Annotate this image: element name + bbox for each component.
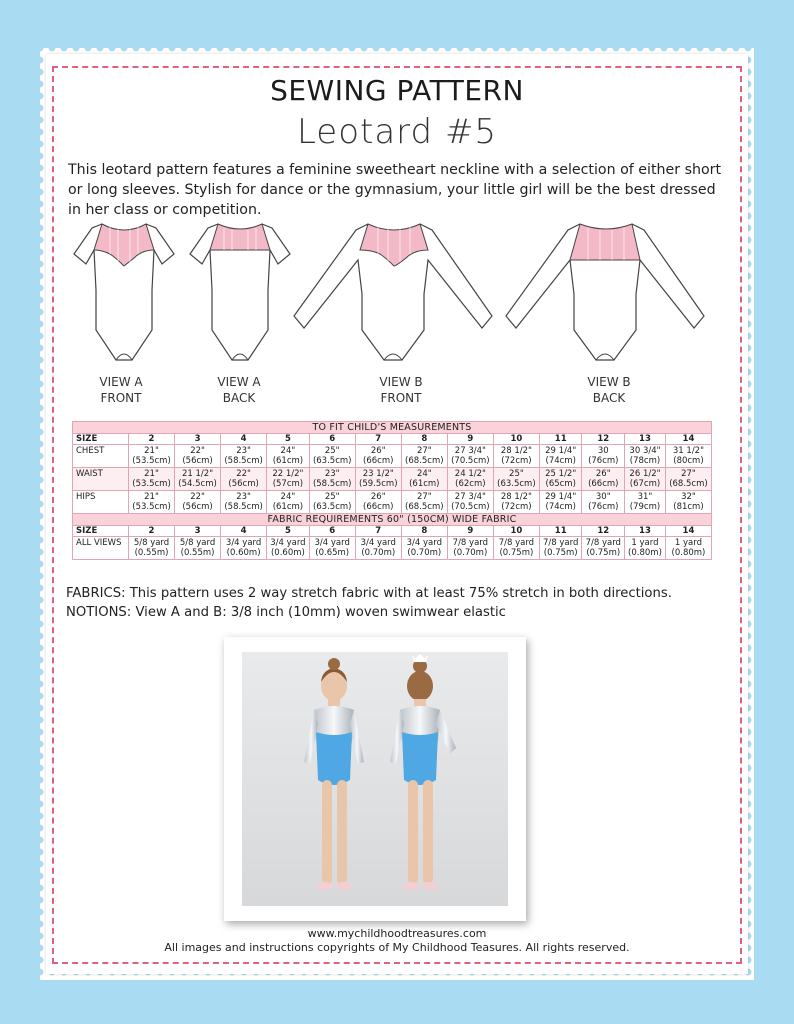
metric-value: (81cm) (673, 502, 704, 512)
table-cell (582, 537, 625, 560)
table-cell (665, 537, 711, 560)
table-cell (267, 537, 310, 560)
metric-value: (79cm) (629, 502, 661, 512)
metric-value: (0.70m) (407, 548, 442, 558)
sketch-view-b-back (504, 220, 712, 370)
fabric-heading: FABRIC REQUIREMENTS 60" (150CM) WIDE FABRIC (73, 514, 712, 526)
size-cell: 12 (582, 526, 625, 537)
table-cell (625, 468, 666, 491)
size-cell: 14 (665, 526, 711, 537)
imperial-value: 24" (280, 492, 296, 502)
size-header-row (73, 526, 712, 537)
metric-value: (54.5cm) (178, 479, 217, 489)
table-cell (309, 537, 355, 560)
imperial-value: 26" (370, 446, 386, 456)
table-cell (175, 445, 221, 468)
table-cell (665, 491, 711, 514)
metric-value: (0.75m) (499, 548, 534, 558)
size-cell: 13 (625, 526, 666, 537)
imperial-value: 3/4 yard (406, 538, 442, 548)
imperial-value: 23" (324, 469, 340, 479)
metric-value: (70.5cm) (451, 456, 490, 466)
table-cell (128, 445, 174, 468)
table-cell (175, 537, 221, 560)
metric-value: (59.5cm) (359, 479, 398, 489)
imperial-value: 1 yard (674, 538, 702, 548)
imperial-value: 22" (190, 492, 205, 502)
metric-value: (63.5cm) (312, 456, 352, 466)
view-label-b-front (346, 374, 456, 406)
size-cell: 11 (539, 434, 582, 445)
table-cell (539, 445, 582, 468)
notes (66, 584, 736, 622)
imperial-value: 3/4 yard (270, 538, 306, 548)
imperial-value: 7/8 yard (498, 538, 535, 548)
imperial-value: 30 (597, 446, 609, 456)
table-row (73, 468, 712, 491)
size-cell: 9 (447, 434, 493, 445)
imperial-value: 26" (595, 469, 611, 479)
table-cell (221, 445, 267, 468)
sketch-view-a-back (188, 220, 292, 370)
metric-value: (0.55m) (134, 548, 169, 558)
view-label-line2: FRONT (380, 391, 422, 405)
size-cell: 11 (539, 526, 582, 537)
imperial-value: 27 3/4" (454, 492, 486, 502)
imperial-value: 7/8 yard (585, 538, 621, 548)
imperial-value: 25" (324, 492, 340, 502)
size-cell: 8 (401, 526, 447, 537)
imperial-value: 7/8 yard (543, 538, 579, 548)
imperial-value: 29 1/4" (545, 492, 577, 502)
imperial-value: 24" (416, 469, 432, 479)
table-cell (539, 491, 582, 514)
imperial-value: 21 1/2" (182, 469, 214, 479)
table-cell (401, 491, 447, 514)
metric-value: (58.5cm) (224, 502, 263, 512)
table-cell (175, 491, 221, 514)
size-cell: 6 (309, 434, 355, 445)
metric-value: (66cm) (363, 456, 394, 466)
size-cell: 2 (128, 434, 174, 445)
size-cell: 6 (309, 526, 355, 537)
table-cell (355, 491, 401, 514)
metric-value: (74cm) (545, 502, 576, 512)
imperial-value: 7/8 yard (452, 538, 489, 548)
metric-value: (0.70m) (453, 548, 488, 558)
size-cell: 7 (355, 526, 401, 537)
table-cell (309, 445, 355, 468)
sketch-view-b-front (292, 220, 500, 370)
metric-value: (0.60m) (270, 548, 305, 558)
metric-value: (62cm) (455, 479, 486, 489)
view-label-line1: VIEW B (379, 375, 423, 389)
table-cell (267, 491, 310, 514)
table-cell (539, 468, 582, 491)
metric-value: (58.5cm) (224, 456, 263, 466)
row-label: ALL VIEWS (73, 537, 129, 560)
footer-copyright: All images and instructions copyrights of My Childhood Teasures. All rights reserved. (164, 941, 630, 954)
size-cell: 3 (175, 526, 221, 537)
imperial-value: 21" (144, 469, 159, 479)
metric-value: (0.55m) (180, 548, 215, 558)
table-cell (493, 468, 539, 491)
row-label: CHEST (73, 445, 129, 468)
table-cell (665, 468, 711, 491)
metric-value: (65cm) (545, 479, 576, 489)
imperial-value: 27" (681, 469, 696, 479)
imperial-value: 23" (236, 446, 251, 456)
table-cell (493, 445, 539, 468)
row-label: WAIST (73, 468, 129, 491)
metric-value: (66cm) (363, 502, 394, 512)
table-cell (355, 537, 401, 560)
metric-value: (76cm) (588, 502, 619, 512)
table-cell (539, 537, 582, 560)
metric-value: (78cm) (629, 456, 661, 466)
imperial-value: 21" (144, 492, 159, 502)
notions-note: NOTIONS: View A and B: 3/8 inch (10mm) woven swimwear elastic (66, 605, 506, 620)
metric-value: (0.65m) (315, 548, 350, 558)
table-cell (355, 468, 401, 491)
size-cell: 5 (267, 526, 310, 537)
table-cell (447, 445, 493, 468)
imperial-value: 31 1/2" (672, 446, 704, 456)
table-cell (401, 537, 447, 560)
table-row (73, 491, 712, 514)
size-cell: 3 (175, 434, 221, 445)
table-cell (221, 468, 267, 491)
imperial-value: 30" (595, 492, 611, 502)
imperial-value: 26 1/2" (629, 469, 661, 479)
metric-value: (72cm) (501, 502, 532, 512)
table-cell (447, 537, 493, 560)
size-cell: 10 (493, 434, 539, 445)
size-cell: 14 (665, 434, 711, 445)
imperial-value: 30 3/4" (629, 446, 661, 456)
metric-value: (72cm) (501, 456, 532, 466)
imperial-value: 3/4 yard (225, 538, 262, 548)
metric-value: (66cm) (588, 479, 619, 489)
size-cell: 5 (267, 434, 310, 445)
imperial-value: 24 1/2" (454, 469, 486, 479)
table-cell (665, 445, 711, 468)
pattern-name: Leotard #5 (296, 112, 498, 152)
size-cell: 7 (355, 434, 401, 445)
photo-frame (224, 637, 526, 921)
view-label-line2: BACK (592, 391, 626, 405)
table-cell (221, 491, 267, 514)
table-cell (175, 468, 221, 491)
model-photo-illustration (242, 652, 508, 906)
table-cell (267, 445, 310, 468)
table-cell (401, 468, 447, 491)
metric-value: (61cm) (409, 479, 440, 489)
imperial-value: 24" (280, 446, 296, 456)
metric-value: (53.5cm) (132, 502, 171, 512)
sketch-view-a-front (72, 220, 176, 370)
table-cell (355, 445, 401, 468)
table-cell (493, 537, 539, 560)
size-cell: 9 (447, 526, 493, 537)
table-cell (447, 491, 493, 514)
imperial-value: 22" (236, 469, 251, 479)
metric-value: (61cm) (272, 502, 304, 512)
fabric-heading-row (73, 514, 712, 526)
page-title: SEWING PATTERN (270, 74, 524, 107)
metric-value: (0.75m) (586, 548, 621, 558)
imperial-value: 31" (637, 492, 653, 502)
table-cell (309, 491, 355, 514)
imperial-value: 28 1/2" (500, 446, 532, 456)
imperial-value: 26" (370, 492, 386, 502)
imperial-value: 27" (416, 492, 432, 502)
footer-url[interactable]: www.mychildhoodtreasures.com (307, 927, 487, 940)
metric-value: (0.80m) (628, 548, 662, 558)
metric-value: (57cm) (272, 479, 304, 489)
metric-value: (70.5cm) (451, 502, 490, 512)
table-row (73, 445, 712, 468)
metric-value: (56cm) (228, 479, 259, 489)
table-cell (267, 468, 310, 491)
table-cell (625, 537, 666, 560)
size-cell: 12 (582, 434, 625, 445)
metric-value: (58.5cm) (312, 479, 352, 489)
imperial-value: 22 1/2" (272, 469, 304, 479)
measurements-heading: TO FIT CHILD'S MEASUREMENTS (73, 422, 712, 434)
size-label: SIZE (73, 526, 129, 537)
table-cell (401, 445, 447, 468)
view-label-a-front (66, 374, 176, 406)
metric-value: (63.5cm) (312, 502, 352, 512)
metric-value: (80cm) (673, 456, 704, 466)
imperial-value: 3/4 yard (360, 538, 396, 548)
view-label-line1: VIEW A (99, 375, 143, 389)
metric-value: (0.70m) (361, 548, 396, 558)
measurements-heading-row (73, 422, 712, 434)
view-label-line2: FRONT (100, 391, 142, 405)
intro-paragraph: This leotard pattern features a feminine sweetheart neckline with a selection of either short or long sleeves. Stylish for dance or the gymnasium, your little girl will be the best dressed in her class or competition. (68, 162, 722, 218)
size-cell: 13 (625, 434, 666, 445)
imperial-value: 25" (324, 446, 340, 456)
imperial-value: 5/8 yard (179, 538, 216, 548)
table-cell (625, 491, 666, 514)
fabrics-note: FABRICS: This pattern uses 2 way stretch fabric with at least 75% stretch in both directions. (66, 586, 672, 601)
metric-value: (56cm) (182, 456, 213, 466)
imperial-value: 27 3/4" (454, 446, 486, 456)
table-cell (493, 491, 539, 514)
table-cell (582, 491, 625, 514)
view-label-line1: VIEW A (217, 375, 261, 389)
size-cell: 4 (221, 526, 267, 537)
size-label: SIZE (73, 434, 129, 445)
table-cell (447, 468, 493, 491)
size-header-row (73, 434, 712, 445)
imperial-value: 22" (190, 446, 205, 456)
metric-value: (63.5cm) (497, 479, 536, 489)
metric-value: (0.60m) (226, 548, 261, 558)
table-cell (309, 468, 355, 491)
table-cell (221, 537, 267, 560)
table-row (73, 537, 712, 560)
metric-value: (56cm) (182, 502, 213, 512)
imperial-value: 23" (236, 492, 251, 502)
metric-value: (61cm) (272, 456, 304, 466)
size-cell: 4 (221, 434, 267, 445)
size-cell: 10 (493, 526, 539, 537)
imperial-value: 27" (416, 446, 432, 456)
size-chart-table (72, 421, 712, 560)
metric-value: (53.5cm) (132, 456, 171, 466)
imperial-value: 5/8 yard (133, 538, 170, 548)
imperial-value: 3/4 yard (314, 538, 350, 548)
imperial-value: 25 1/2" (545, 469, 577, 479)
size-cell: 8 (401, 434, 447, 445)
table-cell (582, 445, 625, 468)
imperial-value: 25" (509, 469, 524, 479)
imperial-value: 28 1/2" (500, 492, 532, 502)
metric-value: (53.5cm) (132, 479, 171, 489)
table-cell (128, 468, 174, 491)
metric-value: (74cm) (545, 456, 576, 466)
view-label-line2: BACK (222, 391, 256, 405)
view-label-line1: VIEW B (587, 375, 631, 389)
metric-value: (68.5cm) (669, 479, 708, 489)
table-cell (128, 491, 174, 514)
metric-value: (68.5cm) (405, 502, 444, 512)
table-cell (582, 468, 625, 491)
metric-value: (0.80m) (671, 548, 706, 558)
row-label: HIPS (73, 491, 129, 514)
metric-value: (0.75m) (543, 548, 578, 558)
table-cell (625, 445, 666, 468)
imperial-value: 29 1/4" (545, 446, 577, 456)
imperial-value: 23 1/2" (362, 469, 394, 479)
metric-value: (76cm) (588, 456, 619, 466)
view-label-a-back (184, 374, 294, 406)
imperial-value: 21" (144, 446, 159, 456)
view-label-b-back (554, 374, 664, 406)
imperial-value: 1 yard (631, 538, 659, 548)
metric-value: (67cm) (629, 479, 661, 489)
table-cell (128, 537, 174, 560)
model-photo (242, 652, 508, 906)
size-cell: 2 (128, 526, 174, 537)
imperial-value: 32" (681, 492, 696, 502)
metric-value: (68.5cm) (405, 456, 444, 466)
